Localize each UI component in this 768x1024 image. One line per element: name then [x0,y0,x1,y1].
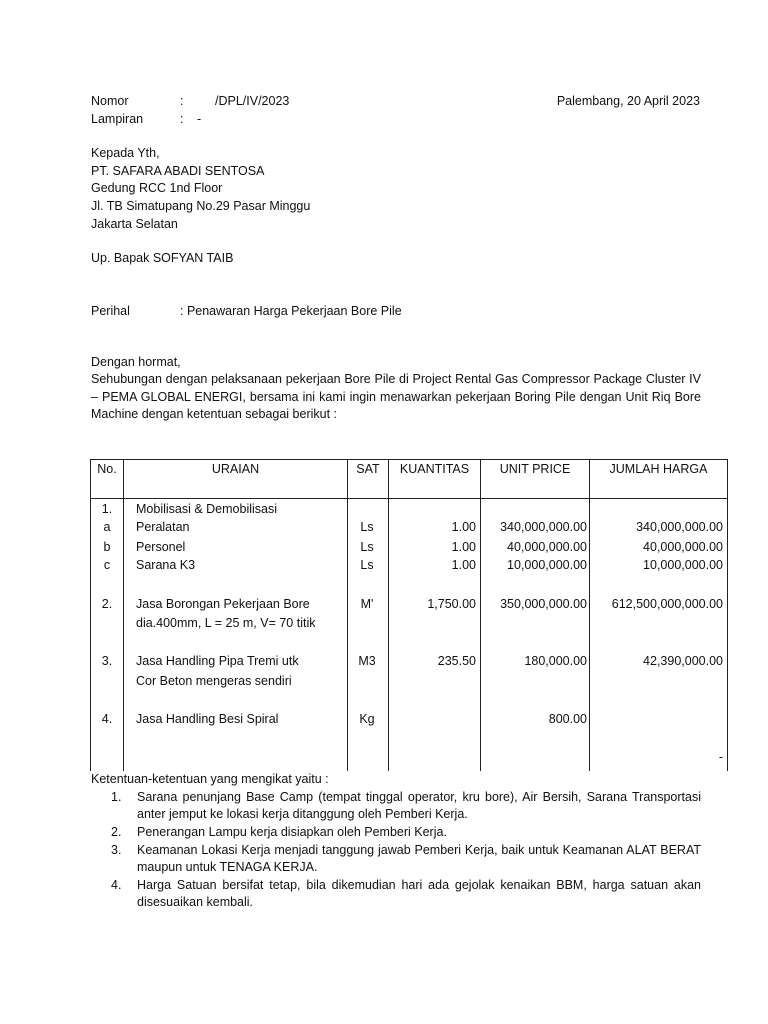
term-text: Penerangan Lampu kerja disiapkan oleh Pemberi Kerja. [137,825,447,839]
intro-paragraph: Sehubungan dengan pelaksanaan pekerjaan Bore Pile di Project Rental Gas Compressor Package Cluster IV – PEMA GLOBAL ENERGI, bersama ini kami ingin menawarkan pekerjaan Boring Pile dengan Unit Riq Bore Machine dengan ketentuan sebagai berikut : [91,372,701,421]
col-divider [388,459,389,771]
row-total: 40,000,000.00 [643,540,723,554]
header-uraian: URAIAN [211,462,260,476]
header-sat: SAT [356,462,380,476]
row-price: 340,000,000.00 [500,520,587,534]
recipient-building: Gedung RCC 1nd Floor [91,181,223,195]
row-uraian: Jasa Handling Besi Spiral [136,712,279,726]
subject-value: : Penawaran Harga Pekerjaan Bore Pile [180,304,402,318]
row-no: 1. [101,502,113,516]
row-sat: Ls [360,520,374,534]
row-no: a [103,520,111,534]
terms-section [91,771,701,912]
header-no: No. [97,462,117,476]
lampiran-colon: : [180,112,184,126]
term-text: Keamanan Lokasi Kerja menjadi tanggung jawab Pemberi Kerja, baik untuk Keamanan ALAT BERAT maupun untuk TENAGA KERJA. [137,843,701,874]
nomor-label: Nomor [91,94,129,108]
header-unit-price: UNIT PRICE [499,462,571,476]
lampiran-label: Lampiran [91,112,144,126]
row-sat: M' [360,597,374,611]
row-no: c [103,558,111,572]
table-border-right [727,459,728,771]
header-kuantitas: KUANTITAS [399,462,470,476]
term-number: 4. [111,878,122,892]
row-sat: Ls [360,558,374,572]
place-date: Palembang, 20 April 2023 [556,94,700,108]
row-uraian: Peralatan [136,520,190,534]
row-price: 800.00 [548,712,587,726]
recipient-city: Jakarta Selatan [91,217,178,231]
term-number: 2. [111,825,122,839]
recipient-attention: Up. Bapak SOFYAN TAIB [91,251,234,265]
row-no: 3. [101,654,113,668]
row-qty: 1.00 [451,558,476,572]
row-total: 612,500,000,000.00 [611,597,723,611]
salutation: Dengan hormat, [91,355,181,369]
terms-title: Ketentuan-ketentuan yang mengikat yaitu : [91,772,329,786]
row-no: 2. [101,597,113,611]
col-divider [589,459,590,771]
term-item [91,824,701,841]
term-number: 1. [111,790,122,804]
table-border-top [90,459,728,460]
row-qty: 1.00 [451,520,476,534]
row-uraian: Jasa Handling Pipa Tremi utk [136,654,299,668]
row-price: 40,000,000.00 [507,540,587,554]
row-sat: Kg [359,712,375,726]
row-qty: 1.00 [451,540,476,554]
recipient-company: PT. SAFARA ABADI SENTOSA [91,164,265,178]
term-text: Harga Satuan bersifat tetap, bila dikemudian hari ada gejolak kenaikan BBM, harga satuan akan disesuaikan kembali. [137,878,701,909]
row-price: 180,000.00 [524,654,587,668]
row-price: 10,000,000.00 [507,558,587,572]
row-uraian: Mobilisasi & Demobilisasi [136,502,278,516]
row-sat: M3 [358,654,376,668]
quotation-table [90,459,728,771]
row-uraian: Jasa Borongan Pekerjaan Bore [136,597,310,611]
header-jumlah-harga: JUMLAH HARGA [609,462,708,476]
term-number: 3. [111,843,122,857]
row-uraian: Personel [136,540,186,554]
row-qty: 235.50 [437,654,476,668]
row-uraian-continued: Cor Beton mengeras sendiri [136,674,292,688]
subject-label: Perihal [91,304,130,318]
row-no: b [103,540,111,554]
table-header-divider [90,498,728,499]
lampiran-value: - [197,112,202,126]
row-total: 42,390,000.00 [643,654,723,668]
row-qty: 1,750.00 [427,597,476,611]
recipient-street: Jl. TB Simatupang No.29 Pasar Minggu [91,199,311,213]
nomor-colon: : [180,94,184,108]
row-uraian-continued: dia.400mm, L = 25 m, V= 70 titik [136,616,316,630]
row-total: 10,000,000.00 [643,558,723,572]
nomor-value: /DPL/IV/2023 [215,94,290,108]
row-total: - [718,750,723,764]
row-no: 4. [101,712,113,726]
row-price: 350,000,000.00 [500,597,587,611]
row-sat: Ls [360,540,374,554]
term-text: Sarana penunjang Base Camp (tempat tinggal operator, kru bore), Air Bersih, Sarana Transportasi anter jemput ke lokasi kerja ditanggung oleh Pemberi Kerja. [137,790,701,821]
row-total: 340,000,000.00 [636,520,723,534]
row-uraian: Sarana K3 [136,558,196,572]
recipient-greeting: Kepada Yth, [91,146,160,160]
term-item [91,789,701,823]
term-item [91,877,701,911]
term-item [91,842,701,876]
